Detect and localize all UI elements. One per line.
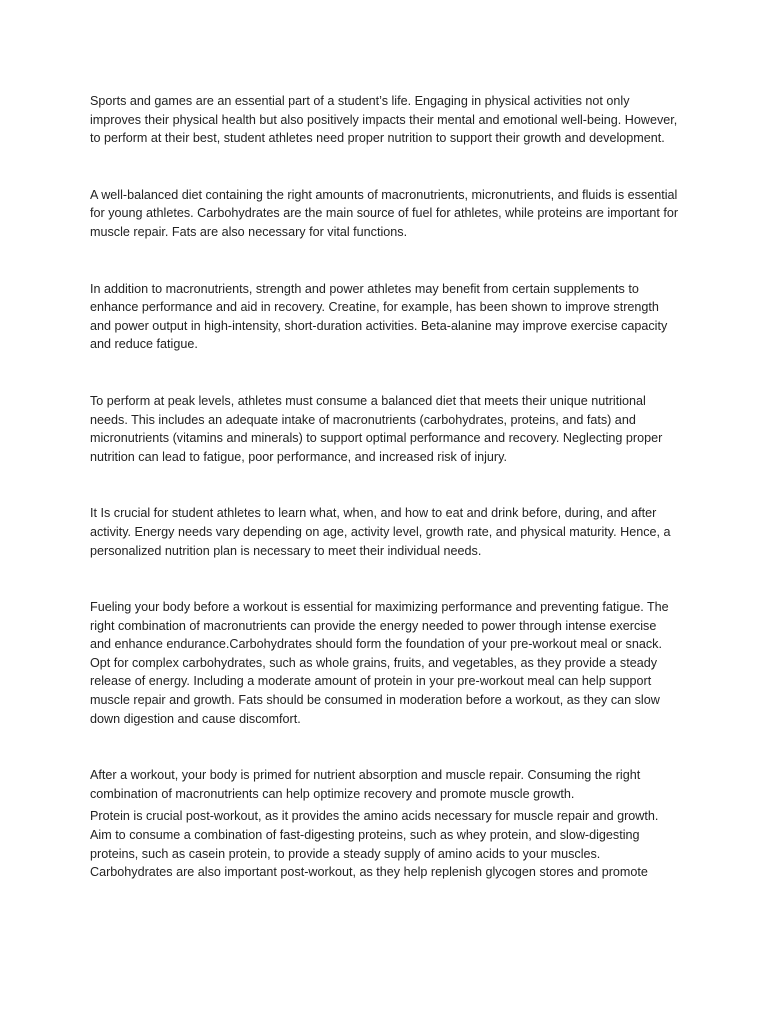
- paragraph-peak-levels: To perform at peak levels, athletes must consume a balanced diet that meets their unique nutritional needs. This includes an adequate intake of macronutrients (carbohydrates, proteins, and fats) and micronutrients (vitamins and minerals) to support optimal performance and recovery. Neglecting proper nutrition can lead to fatigue, poor performance, and increased risk of injury.: [90, 393, 663, 464]
- paragraph-balanced-diet: A well-balanced diet containing the right amounts of macronutrients, micronutrients, and fluids is essential for young athletes. Carbohydrates are the main source of fuel for athletes, while proteins are important for muscle repair. Fats are also necessary for vital functions.: [90, 187, 679, 239]
- paragraph-intro: Sports and games are an essential part of a student’s life. Engaging in physical activities not only improves their physical health but also positively impacts their mental and emotional well-being. However, to perform at their best, student athletes need proper nutrition to support their growth and development.: [90, 94, 678, 146]
- paragraph-supplements: In addition to macronutrients, strength and power athletes may benefit from certain supplements to enhance performance and aid in recovery. Creatine, for example, has been shown to improve strength and power output in high-intensity, short-duration activities. Beta-alanine may improve exercise capacity and reduce fatigue.: [90, 281, 668, 352]
- paragraph-post-workout: After a workout, your body is primed for nutrient absorption and muscle repair. Consuming the right combination of macronutrients can help optimize recovery and promote muscle growth.: [90, 768, 641, 801]
- document-page: [90, 92, 680, 882]
- paragraph-protein: Protein is crucial post-workout, as it provides the amino acids necessary for muscle repair and growth. Aim to consume a combination of fast-digesting proteins, such as whey protein, and slow-digesting proteins, such as casein protein, to provide a steady supply of amino acids to your muscles. Carbohydrates are also important post-workout, as they help replenish glycogen stores and promote: [90, 809, 659, 880]
- paragraph-pre-workout: Fueling your body before a workout is essential for maximizing performance and preventing fatigue. The right combination of macronutrients can provide the energy needed to power through intense exercise and enhance endurance.Carbohydrates should form the foundation of your pre-workout meal or snack. Opt for complex carbohydrates, such as whole grains, fruits, and vegetables, as they provide a steady release of energy. Including a moderate amount of protein in your pre-workout meal can help support muscle repair and growth. Fats should be consumed in moderation before a workout, as they can slow down digestion and cause discomfort.: [90, 600, 669, 726]
- paragraph-timing: It Is crucial for student athletes to learn what, when, and how to eat and drink before, during, and after activity. Energy needs vary depending on age, activity level, growth rate, and physical maturity. Hence, a personalized nutrition plan is necessary to meet their individual needs.: [90, 506, 671, 558]
